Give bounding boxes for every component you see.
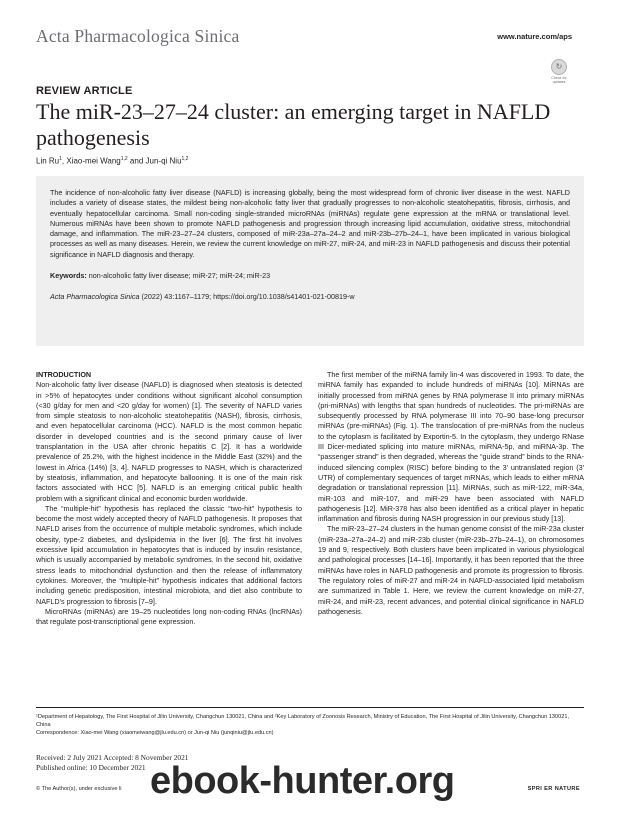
site-url[interactable]: www.nature.com/aps (497, 32, 572, 41)
author-separator: and (127, 156, 146, 166)
author-name[interactable]: Xiao-mei Wang (66, 156, 121, 166)
received-accepted: Received: 2 July 2021 Accepted: 8 November 2021 (36, 753, 189, 762)
author-affiliation-mark: 1,2 (120, 156, 128, 162)
citation-details[interactable]: (2022) 43:1167–1179; https://doi.org/10.1038/s41401-021-00819-w (139, 292, 355, 302)
article-type: REVIEW ARTICLE (36, 85, 133, 97)
citation-line (50, 292, 570, 302)
citation-journal: Acta Pharmacologica Sinica (50, 292, 140, 302)
author-separator: , (61, 156, 67, 166)
abstract-box (36, 176, 584, 346)
keywords-value: non-alcoholic fatty liver disease; miR-27; miR-24; miR-23 (88, 271, 271, 281)
keywords-line (50, 271, 570, 281)
left-column (36, 370, 302, 627)
copyright-notice: © The Author(s), under exclusive li (36, 786, 122, 792)
right-column (318, 370, 584, 617)
section-heading-introduction: INTRODUCTION (36, 370, 92, 379)
author-affiliation-mark: 1,2 (181, 156, 189, 162)
body-paragraph: MicroRNAs (miRNAs) are 19–25 nucleotides long non-coding RNAs (lncRNAs) that regulate post-transcriptional gene expression. (36, 606, 302, 627)
author-affiliation-mark: 1 (59, 156, 62, 162)
author-name[interactable]: Jun-qi Niu (145, 156, 182, 166)
check-for-updates-button[interactable] (546, 59, 572, 89)
keywords-label: Keywords: (50, 271, 87, 281)
body-paragraph: Non-alcoholic fatty liver disease (NAFLD) is diagnosed when steatosis is detected in >5% of hepatocytes under conditions without significant alcohol consumption (<30 g/day for men and <20 g/day for women) [1]. The severity of NAFLD varies from simple steatosis to non-alcoholic steatohepatitis (NASH), fibrosis, cirrhosis, and even hepatocellular carcinoma (HCC). NAFLD is the most common hepatic disorder in developed countries and is the second primary cause of liver transplantation in the USA after chronic hepatitis C [2]. It has a worldwide prevalence of 25.2%, with the highest incidence in the Middle East (32%) and the lowest in Africa (14%) [3, 4]. NAFLD progresses to NASH, which is characterized by steatosis, inflammation, and hepatocyte ballooning. It is one of the main risk factors associated with HCC [5]. NAFLD is an emerging critical public health problem with a significant clinical and economic burden worldwide. (36, 380, 302, 503)
published-online: Published online: 10 December 2021 (36, 763, 146, 772)
check-updates-caption: Check for updates (551, 76, 567, 84)
footnote-divider (36, 707, 584, 708)
body-paragraph: The miR-23–27–24 clusters in the human genome consist of the miR-23a cluster (miR-23a–27a–24–2) and miR-23b cluster (miR-23b–27b–24–1), on chromosomes 19 and 9, respectively. Both clusters have been implicated in various physiological and pathological processes [14–16]. Importantly, it has been reported that the three miRNAs have roles in NAFLD pathogenesis and promote its progression to fibrosis. The regulatory roles of miR-27 and miR-24 in NAFLD-associated lipid metabolism are summarized in Table 1. Here, we review the current knowledge on miR-27, miR-24, and miR-23, recent advances, and potential clinical significance in NAFLD pathogenesis. (318, 524, 584, 616)
body-paragraph: The “multiple-hit” hypothesis has replaced the classic “two-hit” hypothesis to become the most widely accepted theory of NAFLD pathogenesis. It proposes that NAFLD arises from the occurrence of multiple metabolic syndromes, which include obesity, type-2 diabetes, and dyslipidemia in the liver [6]. The first hit involves excessive lipid accumulation in hepatocytes that is induced by insulin resistance, which is usually accompanied by metabolic syndromes. In the second hit, oxidative stress leads to mitochondrial dysfunction and then the release of inflammatory cytokines. Moreover, the “multiple-hit” hypothesis indicates that additional factors including genetic predisposition, intestinal microbiota, and diet also contribute to NAFLD’s progression to fibrosis [7–9]. (36, 503, 302, 606)
watermark: ebook-hunter.org (150, 760, 455, 802)
body-paragraph: The first member of the miRNA family lin-4 was discovered in 1993. To date, the miRNA family has expanded to include hundreds of miRNAs [10]. MiRNAs are initially processed from miRNA genes by RNA polymerase II into primary miRNAs (pri-miRNAs) with lengths that span hundreds of nucleotides. The pri-miRNAs are subsequently processed by RNA polymerase III into 70–90 base-long precursor miRNAs (pre-miRNAs) (Fig. 1). The translocation of pre-miRNAs from the nucleus to the cytoplasm is facilitated by Exportin-5. In the cytoplasm, they undergo RNase III Dicer-mediated splicing into mature miRNAs, miRNA-5p, and miRNA-3p. The “passenger strand” is then degraded, whereas the “guide strand” binds to the RNA-induced silencing complex (RISC) before binding to the 3′ untranslated region (3′ UTR) of complementary sequences of target mRNAs, which leads to either mRNA degradation or translational repression [11]. MiRNAs, such as miR-122, miR-34a, miR-103 and miR-107, and miR-29 have been associated with NAFLD pathogenesis [12]. MiR-378 has also been identified as a critical player in hepatic inflammation and fibrosis during NASH progression in our previous study [13]. (318, 370, 584, 524)
update-check-icon: ↻ (551, 59, 567, 75)
journal-name: Acta Pharmacologica Sinica (36, 26, 240, 46)
article-title: The miR-23–27–24 cluster: an emerging target in NAFLD pathogenesis (36, 99, 551, 150)
publisher-logo: SPRI ER NATURE (527, 786, 580, 792)
author-name[interactable]: Lin Ru (36, 156, 60, 166)
footnotes (36, 713, 584, 738)
affiliations: ¹Department of Hepatology, The First Hospital of Jilin University, Changchun 130021, China and ²Key Laboratory of Zoonosis Research, Ministry of Education, The First Hospital of Jilin University, Changchun 130021, China (36, 714, 570, 729)
author-list (36, 156, 188, 166)
correspondence: Correspondence: Xiao-mei Wang (xiaomeiwang@jlu.edu.cn) or Jun-qi Niu (junqiniu@jlu.edu.cn) (36, 730, 274, 737)
abstract-text: The incidence of non-alcoholic fatty liver disease (NAFLD) is increasing globally, being the most widespread form of chronic liver disease in the west. NAFLD includes a variety of disease states, the mildest being non-alcoholic fatty liver that gradually progresses to non-alcoholic steatohepatitis, fibrosis, cirrhosis, and eventually hepatocellular carcinoma. Small non-coding single-stranded microRNAs (miRNAs) regulate gene expression at the mRNA or translational level. Numerous miRNAs have been shown to promote NAFLD pathogenesis and progression through increasing lipid accumulation, oxidative stress, mitochondrial damage, and inflammation. The miR-23–27–24 clusters, composed of miR-23a–27a–24–2 and miR-23b–27b–24–1, have been implicated in various biological processes as well as many diseases. Herein, we review the current knowledge on miR-27, miR-24, and miR-23 in NAFLD pathogenesis and discuss their potential significance in NAFLD diagnosis and therapy. (50, 188, 570, 259)
